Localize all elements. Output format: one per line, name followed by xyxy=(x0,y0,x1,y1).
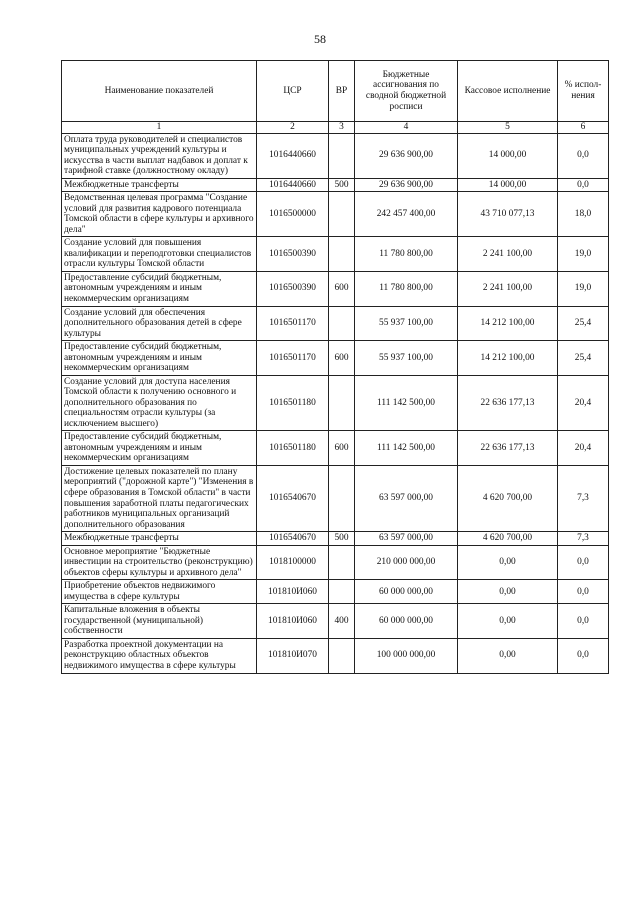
row-csr: 1016501170 xyxy=(257,306,329,341)
table-row xyxy=(62,375,609,431)
row-percent: 20,4 xyxy=(558,431,609,466)
row-assigned: 11 780 800,00 xyxy=(355,237,458,272)
table-row xyxy=(62,237,609,272)
row-name: Приобретение объектов недвижимого имущества в сфере культуры xyxy=(62,580,257,604)
row-percent: 18,0 xyxy=(558,192,609,237)
row-cash: 4 620 700,00 xyxy=(458,465,558,531)
table-row xyxy=(62,341,609,376)
table-row xyxy=(62,638,609,673)
row-percent: 0,0 xyxy=(558,638,609,673)
row-csr: 1018100000 xyxy=(257,545,329,580)
column-number: 6 xyxy=(558,122,609,134)
row-cash: 14 000,00 xyxy=(458,133,558,178)
row-assigned: 55 937 100,00 xyxy=(355,341,458,376)
row-assigned: 29 636 900,00 xyxy=(355,178,458,192)
row-cash: 14 212 100,00 xyxy=(458,306,558,341)
table-row xyxy=(62,192,609,237)
row-vr: 500 xyxy=(329,532,355,546)
table-header-row xyxy=(62,61,609,122)
table-row xyxy=(62,178,609,192)
row-vr: 600 xyxy=(329,341,355,376)
row-name: Основное мероприятие "Бюджетные инвестиции на строительство (реконструкцию) объектов сферы культуры и архивного дела" xyxy=(62,545,257,580)
header-cash: Кассовое исполнение xyxy=(458,61,558,122)
row-name: Межбюджетные трансферты xyxy=(62,178,257,192)
header-csr: ЦСР xyxy=(257,61,329,122)
row-percent: 7,3 xyxy=(558,532,609,546)
row-percent: 20,4 xyxy=(558,375,609,431)
row-assigned: 111 142 500,00 xyxy=(355,375,458,431)
row-percent: 19,0 xyxy=(558,237,609,272)
column-number-row xyxy=(62,122,609,134)
row-csr: 1016540670 xyxy=(257,465,329,531)
table-row xyxy=(62,532,609,546)
header-percent: % испол-нения xyxy=(558,61,609,122)
row-csr: 1016500000 xyxy=(257,192,329,237)
row-vr xyxy=(329,237,355,272)
row-percent: 0,0 xyxy=(558,178,609,192)
budget-execution-table xyxy=(61,60,609,674)
row-percent: 0,0 xyxy=(558,580,609,604)
row-name: Ведомственная целевая программа "Создание условий для развития кадрового потенциала Томской области в сфере культуры и архивного дела" xyxy=(62,192,257,237)
header-name: Наименование показателей xyxy=(62,61,257,122)
row-name: Создание условий для доступа населения Томской области к получению основного и дополнительного образования по специальностям отрасли культуры (за исключением высшего) xyxy=(62,375,257,431)
row-assigned: 111 142 500,00 xyxy=(355,431,458,466)
table-row xyxy=(62,271,609,306)
column-number: 5 xyxy=(458,122,558,134)
row-vr: 600 xyxy=(329,271,355,306)
row-assigned: 100 000 000,00 xyxy=(355,638,458,673)
row-cash: 4 620 700,00 xyxy=(458,532,558,546)
row-name: Оплата труда руководителей и специалистов муниципальных учреждений культуры и искусства в части выплат надбавок и доплат к тарифной ставке (должностному окладу) xyxy=(62,133,257,178)
row-percent: 7,3 xyxy=(558,465,609,531)
row-cash: 2 241 100,00 xyxy=(458,237,558,272)
row-assigned: 63 597 000,00 xyxy=(355,532,458,546)
column-number: 1 xyxy=(62,122,257,134)
row-assigned: 242 457 400,00 xyxy=(355,192,458,237)
row-cash: 14 212 100,00 xyxy=(458,341,558,376)
row-percent: 0,0 xyxy=(558,133,609,178)
table-row xyxy=(62,133,609,178)
row-vr xyxy=(329,638,355,673)
row-csr: 1016440660 xyxy=(257,133,329,178)
table-row xyxy=(62,604,609,639)
row-vr xyxy=(329,580,355,604)
row-csr: 101810И060 xyxy=(257,604,329,639)
row-cash: 0,00 xyxy=(458,545,558,580)
row-name: Разработка проектной документации на реконструкцию областных объектов недвижимого имущества в сфере культуры xyxy=(62,638,257,673)
row-assigned: 55 937 100,00 xyxy=(355,306,458,341)
table-row xyxy=(62,306,609,341)
row-name: Достижение целевых показателей по плану мероприятий ("дорожной карте") "Изменения в сфере образования в Томской области" в части повышения заработной платы педагогических работников муниципальных организаций дополнительного образования xyxy=(62,465,257,531)
row-csr: 101810И070 xyxy=(257,638,329,673)
row-name: Межбюджетные трансферты xyxy=(62,532,257,546)
row-name: Предоставление субсидий бюджетным, автономным учреждениям и иным некоммерческим организациям xyxy=(62,341,257,376)
header-assignments: Бюджетные ассигнования по сводной бюджетной росписи xyxy=(355,61,458,122)
row-csr: 1016540670 xyxy=(257,532,329,546)
row-cash: 2 241 100,00 xyxy=(458,271,558,306)
row-vr xyxy=(329,465,355,531)
row-name: Создание условий для обеспечения дополнительного образования детей в сфере культуры xyxy=(62,306,257,341)
row-cash: 0,00 xyxy=(458,604,558,639)
table-row xyxy=(62,431,609,466)
row-csr: 1016440660 xyxy=(257,178,329,192)
row-percent: 0,0 xyxy=(558,604,609,639)
row-assigned: 11 780 800,00 xyxy=(355,271,458,306)
row-percent: 19,0 xyxy=(558,271,609,306)
page-number: 58 xyxy=(314,32,326,46)
row-assigned: 60 000 000,00 xyxy=(355,580,458,604)
row-name: Предоставление субсидий бюджетным, автономным учреждениям и иным некоммерческим организациям xyxy=(62,271,257,306)
table-row xyxy=(62,580,609,604)
row-vr xyxy=(329,306,355,341)
row-assigned: 210 000 000,00 xyxy=(355,545,458,580)
row-name: Капитальные вложения в объекты государственной (муниципальной) собственности xyxy=(62,604,257,639)
column-number: 4 xyxy=(355,122,458,134)
row-vr xyxy=(329,133,355,178)
column-number: 2 xyxy=(257,122,329,134)
row-csr: 1016501170 xyxy=(257,341,329,376)
table-row xyxy=(62,465,609,531)
row-assigned: 60 000 000,00 xyxy=(355,604,458,639)
row-csr: 1016501180 xyxy=(257,375,329,431)
row-name: Предоставление субсидий бюджетным, автономным учреждениям и иным некоммерческим организациям xyxy=(62,431,257,466)
column-number: 3 xyxy=(329,122,355,134)
row-vr xyxy=(329,545,355,580)
row-vr xyxy=(329,192,355,237)
row-vr: 400 xyxy=(329,604,355,639)
row-csr: 1016500390 xyxy=(257,271,329,306)
row-csr: 101810И060 xyxy=(257,580,329,604)
row-name: Создание условий для повышения квалификации и переподготовки специалистов отрасли культуры Томской области xyxy=(62,237,257,272)
row-vr: 600 xyxy=(329,431,355,466)
row-csr: 1016500390 xyxy=(257,237,329,272)
row-cash: 0,00 xyxy=(458,638,558,673)
row-cash: 0,00 xyxy=(458,580,558,604)
table-row xyxy=(62,545,609,580)
row-csr: 1016501180 xyxy=(257,431,329,466)
row-cash: 43 710 077,13 xyxy=(458,192,558,237)
row-cash: 22 636 177,13 xyxy=(458,431,558,466)
row-vr xyxy=(329,375,355,431)
row-percent: 25,4 xyxy=(558,306,609,341)
row-percent: 0,0 xyxy=(558,545,609,580)
header-vr: ВР xyxy=(329,61,355,122)
row-assigned: 29 636 900,00 xyxy=(355,133,458,178)
row-percent: 25,4 xyxy=(558,341,609,376)
row-vr: 500 xyxy=(329,178,355,192)
row-cash: 14 000,00 xyxy=(458,178,558,192)
row-cash: 22 636 177,13 xyxy=(458,375,558,431)
row-assigned: 63 597 000,00 xyxy=(355,465,458,531)
